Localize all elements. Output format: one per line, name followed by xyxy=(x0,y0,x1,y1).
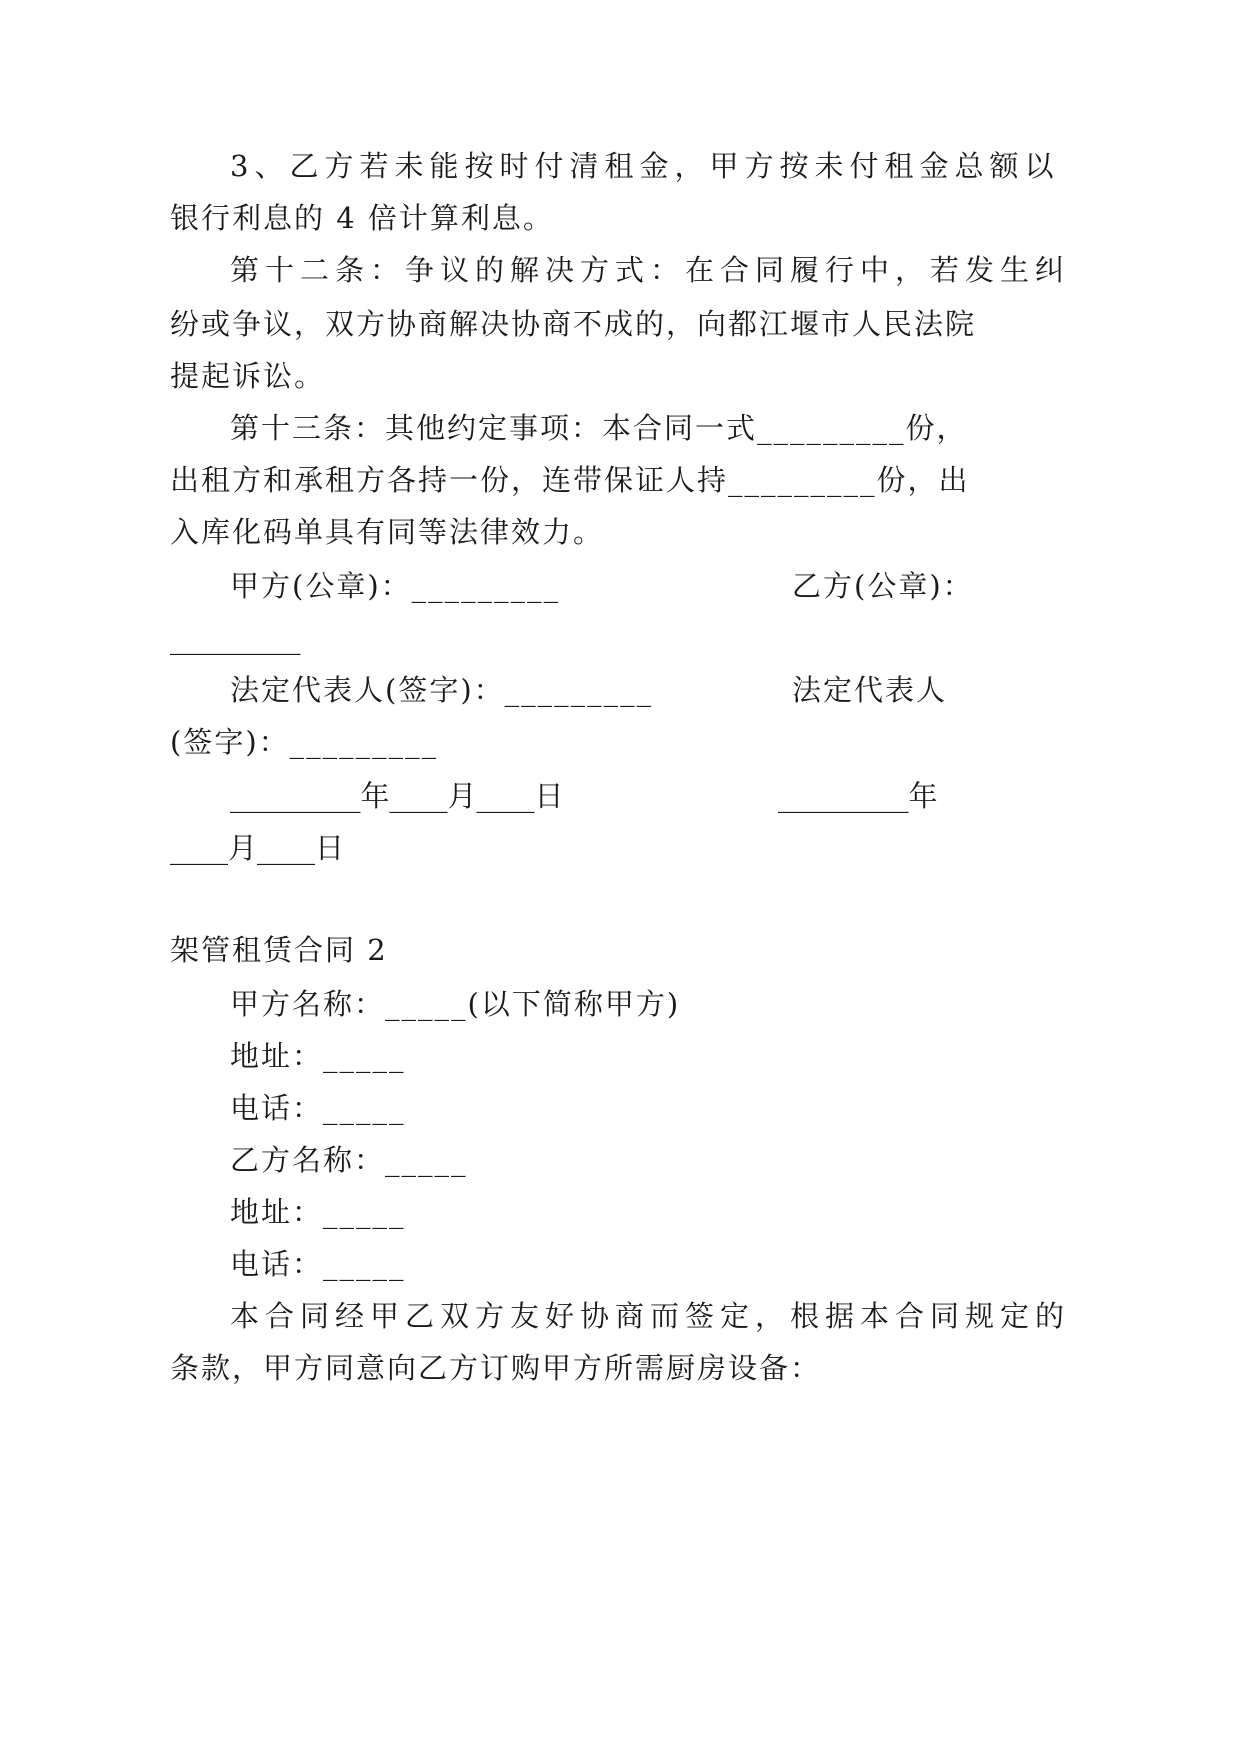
clause12-line3: 提起诉讼。 xyxy=(170,359,326,393)
party-b-seal-blank: _________ xyxy=(170,621,301,655)
contract2-party-a-phone: 电话：_____ xyxy=(230,1091,406,1125)
party-b-date-year: _________年 xyxy=(778,779,938,813)
party-a-date: _________年____月____日 xyxy=(230,779,564,813)
clause11-item3-line2: 银行利息的 4 倍计算利息。 xyxy=(170,201,554,235)
contract2-party-b-address: 地址：_____ xyxy=(230,1195,406,1229)
contract2-title: 架管租赁合同 2 xyxy=(170,933,388,967)
party-a-seal: 甲方(公章)：_________ xyxy=(230,569,561,603)
contract2-party-b-name: 乙方名称：_____ xyxy=(230,1143,468,1177)
clause13-line3: 入库化码单具有同等法律效力。 xyxy=(170,515,605,549)
clause13-line2: 出租方和承租方各持一份，连带保证人持_________份，出 xyxy=(170,463,970,497)
clause12-line2: 纷或争议，双方协商解决协商不成的，向都江堰市人民法院 xyxy=(170,307,977,341)
contract2-party-a-address: 地址：_____ xyxy=(230,1039,406,1073)
party-b-representative: 法定代表人 xyxy=(792,673,948,707)
party-a-representative: 法定代表人(签字)：_________ xyxy=(230,673,654,707)
contract2-party-b-phone: 电话：_____ xyxy=(230,1247,406,1281)
contract2-party-a-name: 甲方名称：_____(以下简称甲方) xyxy=(230,987,681,1021)
contract2-intro-line2: 条款，甲方同意向乙方订购甲方所需厨房设备： xyxy=(170,1351,822,1385)
party-b-representative-cont: (签字)：_________ xyxy=(170,725,439,759)
clause13-line1: 第十三条：其他约定事项：本合同一式_________份， xyxy=(230,411,968,445)
party-b-seal: 乙方(公章)： xyxy=(792,569,974,603)
contract2-intro-line1: 本合同经甲乙双方友好协商而签定，根据本合同规定的 xyxy=(230,1299,1071,1333)
clause11-item3-line1: 3、乙方若未能按时付清租金，甲方按未付租金总额以 xyxy=(230,149,1060,183)
clause12-line1: 第十二条：争议的解决方式：在合同履行中，若发生纠 xyxy=(230,253,1071,287)
party-b-date-rest: ____月____日 xyxy=(170,831,345,865)
